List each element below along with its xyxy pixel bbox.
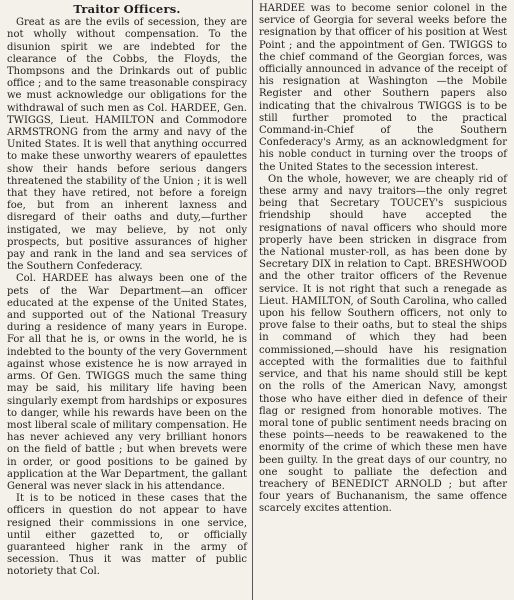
paragraph-2: Col. HARDEE has always been one of the pets of the War Department—an officer educated at the expense of the United States, and supported out of the National Treasury during a residence of many years in Europe. For all that he is, or owns in the world, he is indebted to the bounty of the very Government against whose existence he is now arrayed in arms. Of Gen. TWIGGS much the same thing may be said, his military life having been singularly exempt from hardships or exposures to danger, while his rewards have been on the most liberal scale of military compensation. He has never achieved any very brilliant honors on the field of battle ; but when brevets were in order, or good positions to be gained by application at the War Department, the gallant General was never slack in his attendance. xyxy=(7,273,247,492)
paragraph-4: On the whole, however, we are cheaply rid of these army and navy traitors—the only regret being that Secretary TOUCEY's suspicious friendship should have accepted the resignations of naval officers who should more properly have been stricken in disgrace from the National muster-roll, as has been done by Secretary DIX in relation to Capt. BRESHWOOD and the other traitor officers of the Revenue service. It is not right that such a renegade as Lieut. HAMILTON, of South Carolina, who called upon his fellow Southern officers, not only to prove false to their oaths, but to steal the ships in command of which they had been commissioned,—should have his resignation accepted with the formalities due to faithful service, and that his name should still be kept on the rolls of the American Navy, amongst those who have either died in defence of their flag or resigned from honorable motives. The moral tone of public sentiment needs bracing on these points—needs to be reawakened to the enormity of the crime of which these men have been guilty. In the great days of our country, no one sought to palliate the defection and treachery of BENEDICT ARNOLD ; but after four years of Buchananism, the same offence scarcely excites attention. xyxy=(259,173,507,515)
paragraph-3: It is to be noticed in these cases that the officers in question do not appear to have resigned their commissions in one service, until either gazetted to, or officially guaranteed higher rank in the army of secession. Thus it was matter of public notoriety that Col. xyxy=(7,493,247,578)
left-column xyxy=(7,3,247,579)
article-title: Traitor Officers. xyxy=(73,2,181,16)
paragraph-3-continued: HARDEE was to become senior colonel in the service of Georgia for several weeks before the resignation by that officer of his position at West Point ; and the appointment of Gen. TWIGGS to the chief command of the Georgian forces, was officially announced in advance of the receipt of his resignation at Washington —the Mobile Register and other Southern papers also indicating that the chivalrous TWIGGS is to be still further promoted to the practical Command-in-Chief of the Southern Confederacy's Army, as an acknowledgment for his noble conduct in turning over the troops of the United States to the secession interest. xyxy=(259,3,507,173)
right-column xyxy=(259,3,507,516)
column-divider xyxy=(252,0,253,600)
paragraph-1: Great as are the evils of secession, they are not wholly without compensation. To the disunion spirit we are indebted for the clearance of the Cobbs, the Floyds, the Thompsons and the Drinkards out of public office ; and to the same treasonable conspiracy we must acknowledge our obligations for the withdrawal of such men as Col. HARDEE, Gen. TWIGGS, Lieut. HAMILTON and Commodore ARMSTRONG from the army and navy of the United States. It is well that anything occurred to make these unworthy wearers of epaulettes show their hands before serious dangers threatened the stability of the Union ; it is well that they have retired, not before a foreign foe, but from an inherent laxness and disregard of their oaths and duty,—further instigated, we may believe, by not only prospects, but positive assurances of higher pay and rank in the land and sea services of the Southern Confederacy. xyxy=(7,17,247,273)
